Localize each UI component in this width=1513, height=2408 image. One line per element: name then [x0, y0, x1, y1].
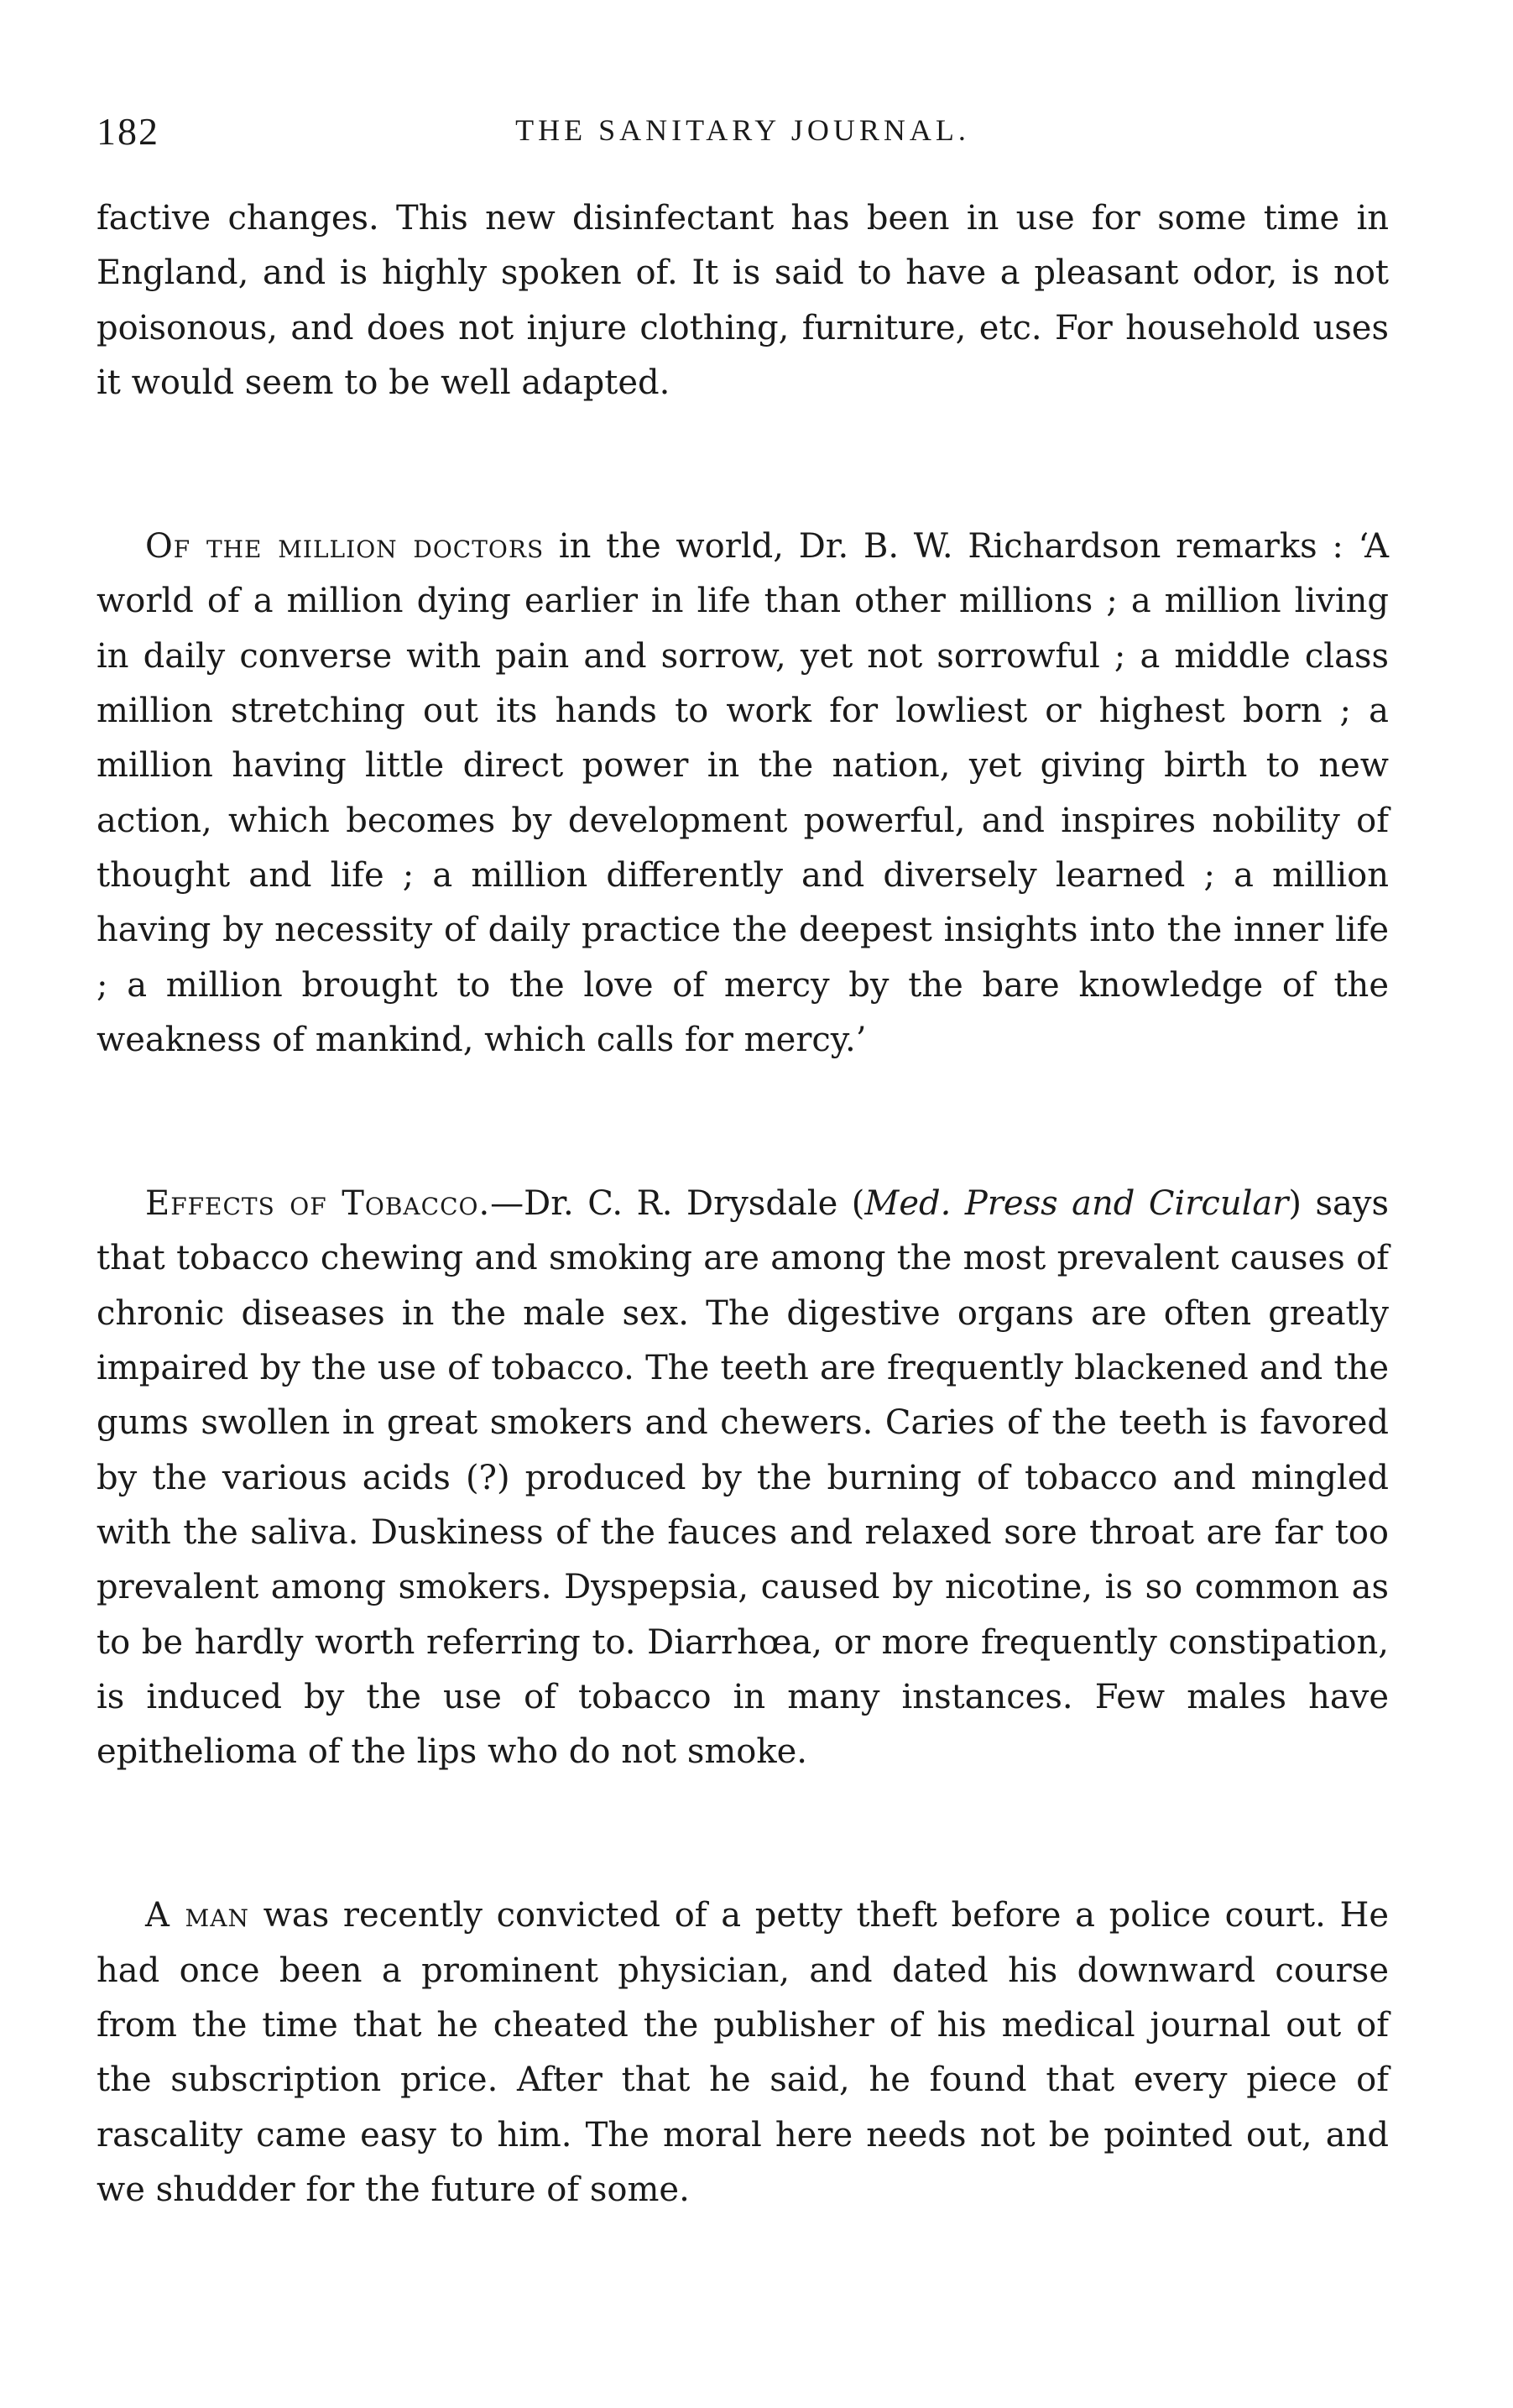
paragraph-lead: Of the million doctors [145, 527, 545, 567]
paragraph-text: —Dr. C. R. Drysdale ( [490, 1184, 865, 1224]
journal-title: THE SANITARY JOURNAL. [515, 113, 970, 147]
running-head [97, 109, 1389, 159]
citation: Med. Press and Circular [864, 1184, 1289, 1224]
paragraph-effects-of-tobacco [97, 1177, 1389, 1779]
paragraph-text: in the world, Dr. B. W. Richardson remarks : ‘A world of a million dying earlier in life than other millions ; a million living in daily converse with pain and sorrow, yet not sorrowful ; a middle class million stretching out its hands to work for lowliest or highest born ; a million having little direct power in the nation, yet giving birth to new action, which becomes by development powerful, and inspires nobility of thought and life ; a million differently and diversely learned ; a million having by necessity of daily practice the deepest insights into the inner life ; a million brought to the love of mercy by the bare knowledge of the weakness of mankind, which calls for mercy.’ [97, 527, 1390, 1059]
paragraph-petty-theft [97, 1888, 1389, 2217]
paragraph-text: ) says that tobacco chewing and smoking are among the most prevalent causes of chronic diseases in the male sex. The digestive organs are often greatly impaired by the use of tobacco. The teeth are frequently blackened and the gums swollen in great smokers and chewers. Caries of the teeth is favored by the various acids (?) produced by the burning of tobacco and mingled with the saliva. Duskiness of the fauces and relaxed sore throat are far too prevalent among smokers. Dyspepsia, caused by nicotine, is so common as to be hardly worth referring to. Diarrhœa, or more frequently constipation, is induced by the use of tobacco in many instances. Few males have epithelioma of the lips who do not smoke. [97, 1184, 1389, 1772]
paragraph-disinfectant [97, 191, 1389, 410]
page-number: 182 [97, 110, 159, 153]
paragraph-text: factive changes. This new disinfectant has been in use for some time in England, and is highly spoken of. It is said to have a pleasant odor, is not poisonous, and does not injure clothing, furniture, etc. For household uses it would seem to be well adapted. [97, 199, 1389, 402]
paragraph-lead: A man [145, 1896, 249, 1935]
article-body [97, 191, 1389, 2217]
paragraph-lead: Effects of Tobacco. [145, 1184, 491, 1224]
paragraph-text: was recently convicted of a petty theft before a police court. He had once been a prominent physician, and dated his downward course from the time that he cheated the publisher of his medical journal out of the subscription price. After that he said, he found that every piece of rascality came easy to him. The moral here needs not be pointed out, and we shudder for the future of some. [97, 1896, 1390, 2209]
paragraph-million-doctors [97, 520, 1389, 1068]
